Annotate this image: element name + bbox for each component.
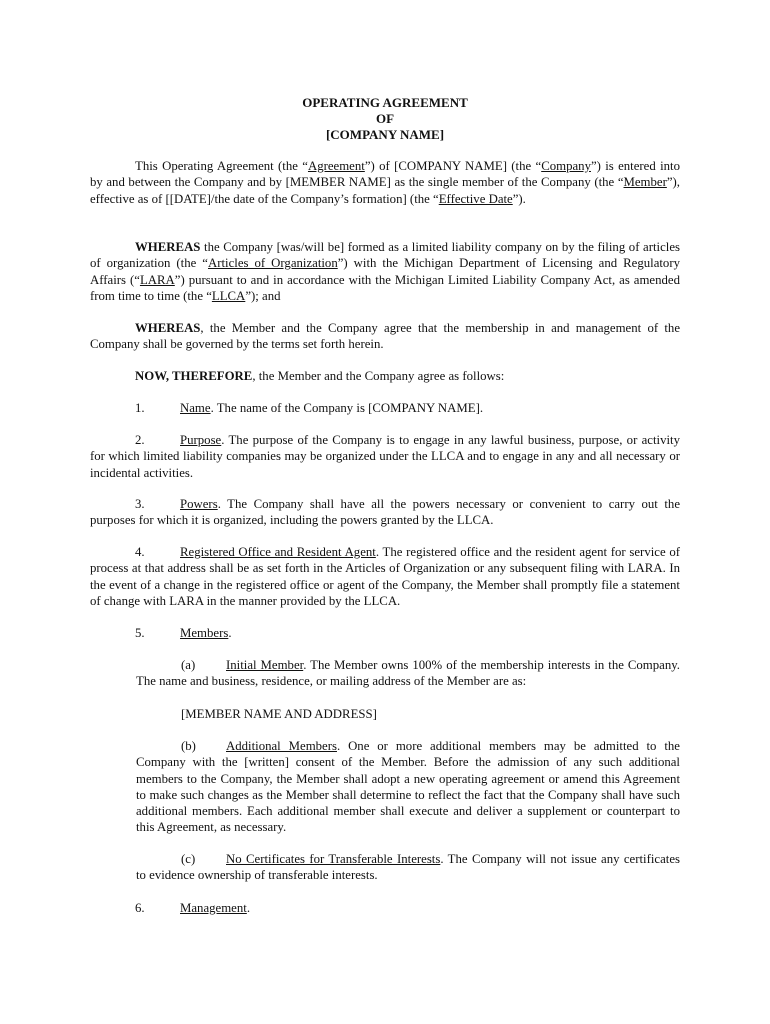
section-heading: Registered Office and Resident Agent: [180, 545, 376, 559]
section-heading: Powers: [180, 497, 218, 511]
section-6: 6. Management.: [135, 901, 251, 915]
section-heading: Initial Member: [226, 658, 304, 672]
defined-term-lara: LARA: [139, 272, 175, 287]
doc-title-line2: OF: [375, 111, 395, 126]
defined-term-llca: LLCA: [211, 288, 246, 303]
whereas-paragraph-1: WHEREAS the Company [was/will be] formed as a limited liability company on by the filing of articles of organization (the “Articles of Organization”) with the Michigan Department of Licensing and Regulatory Affairs (“LARA”) pursuant to and in accordance with the Michigan Limited Liability Company Act, as amended from time to time (the “LLCA”); and: [90, 240, 680, 303]
whereas-paragraph-2: WHEREAS, the Member and the Company agree that the membership in and management of the Company shall be governed by the terms set forth herein.: [90, 321, 680, 352]
doc-title-line1: OPERATING AGREEMENT: [302, 95, 468, 110]
section-4: 4. Registered Office and Resident Agent. The registered office and the resident agent for service of process at that address shall be as set forth in the Articles of Organization or any subsequent filing with LARA. In the event of a change in the registered office or agent of the Company, the Member shall promptly file a statement of change with LARA in the manner provided by the LLCA.: [90, 545, 681, 608]
section-5a: (a) Initial Member. The Member owns 100% of the membership interests in the Company. The name and business, residence, or mailing address of the Member are as:: [136, 658, 681, 689]
defined-term-articles: Articles of Organization: [207, 256, 338, 271]
defined-term-company: Company: [541, 159, 591, 173]
section-5c: (c) No Certificates for Transferable Interests. The Company will not issue any certificates to evidence ownership of transferable interests.: [136, 852, 680, 883]
section-heading: Members: [180, 626, 229, 640]
intro-paragraph: This Operating Agreement (the “Agreement”) of [COMPANY NAME] (the “Company”) is entered into by and between the Company and by [MEMBER NAME] as the single member of the Company (the “Member”), effective as of [[DATE]/the date of the Company’s formation] (the “Effective Date”).: [90, 159, 680, 206]
section-5b: (b) Additional Members. One or more additional members may be admitted to the Company with the [written] consent of the Member. Before the admission of any such additional members to the Company, the Member shall adopt a new operating agreement or amend this Agreement to make such changes as the Member shall determine to reflect the fact that the Company shall have such additional members. Each additional member shall execute and deliver a supplement or counterpart to this Agreement, as necessary.: [136, 739, 680, 835]
section-heading: Additional Members: [226, 739, 337, 753]
section-heading: Management: [180, 901, 247, 915]
now-therefore-paragraph: NOW, THEREFORE, the Member and the Company agree as follows:: [135, 369, 505, 383]
section-2: 2. Purpose. The purpose of the Company is to engage in any lawful business, purpose, or activity for which limited liability companies may be organized under the LLCA and to engage in any and all necessary or incidental activities.: [90, 433, 680, 480]
section-heading: Name: [180, 401, 211, 415]
defined-term-agreement: Agreement: [307, 159, 365, 173]
section-heading: Purpose: [180, 433, 222, 447]
defined-term-member: Member: [623, 175, 667, 190]
section-5: 5. Members.: [135, 626, 232, 640]
section-1: 1. Name. The name of the Company is [COMPANY NAME].: [135, 401, 484, 415]
doc-title-line3: [COMPANY NAME]: [325, 127, 445, 142]
defined-term-effective-date: Effective Date: [438, 191, 513, 206]
section-heading: No Certificates for Transferable Interests: [226, 852, 441, 866]
member-name-address-placeholder: [MEMBER NAME AND ADDRESS]: [181, 707, 377, 721]
section-3: 3. Powers. The Company shall have all the powers necessary or convenient to carry out the purposes for which it is organized, including the powers granted by the LLCA.: [90, 497, 680, 528]
